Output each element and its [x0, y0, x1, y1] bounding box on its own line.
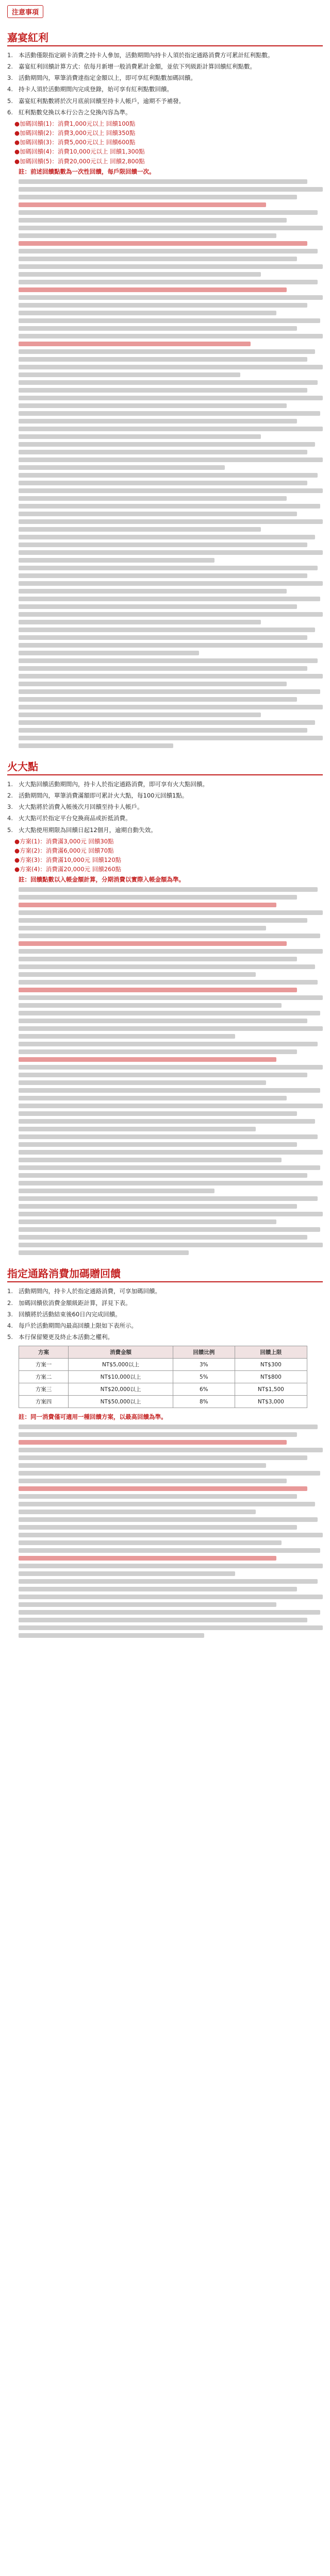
section-title-s1: 嘉宴紅利 — [7, 31, 48, 44]
table-cell: 方案一 — [19, 1359, 69, 1371]
table-cell: NT$20,000以上 — [69, 1383, 173, 1396]
term-item: 活動期間內，持卡人於指定通路消費，可享加碼回饋。 — [19, 1287, 161, 1295]
tier-item: ●方案(4)：消費滿20,000元 回饋260點 — [14, 866, 122, 873]
term-item: 嘉宴紅利回饋計算方式：依每月新增一般消費累計金額，並依下列級距計算回饋紅利點數。 — [19, 63, 256, 71]
table-header: 方案 — [19, 1346, 69, 1359]
table-cell: NT$10,000以上 — [69, 1371, 173, 1383]
highlight-note: 註：同一消費僅可適用一種回饋方案，以最高回饋為準。 — [19, 1413, 167, 1421]
tier-item: ●加碼回饋(4)：消費10,000元以上 回饋1,300點 — [14, 148, 145, 156]
term-item: 火大點將於消費入帳後次月回饋至持卡人帳戶。 — [19, 803, 143, 811]
table-cell: NT$1,500 — [235, 1383, 307, 1396]
table-cell: NT$5,000以上 — [69, 1359, 173, 1371]
terms-list-s2 — [7, 779, 323, 835]
table-header: 回饋上限 — [235, 1346, 307, 1359]
term-item: 火大點可於指定平台兌換商品或折抵消費。 — [19, 815, 131, 822]
table-cell: NT$50,000以上 — [69, 1396, 173, 1408]
section-divider — [7, 1281, 323, 1282]
fine-print-block — [7, 1425, 323, 1638]
fine-print-block — [7, 179, 323, 748]
table-row — [19, 1396, 307, 1408]
table-row — [19, 1383, 307, 1396]
table-cell: NT$300 — [235, 1359, 307, 1371]
term-item: 嘉宴紅利點數將於次月底前回饋至持卡人帳戶，逾期不予補發。 — [19, 97, 185, 105]
term-item: 持卡人須於活動期間內完成登錄，始可享有紅利點數回饋。 — [19, 86, 173, 93]
highlight-note: 註：前述回饋點數為一次性回饋，每戶限回饋一次。 — [19, 167, 155, 175]
table-cell: 方案二 — [19, 1371, 69, 1383]
table-cell: 6% — [173, 1383, 235, 1396]
section-divider — [7, 45, 323, 46]
fine-print-block — [7, 887, 323, 1255]
reward-table — [19, 1346, 307, 1408]
table-cell: 5% — [173, 1371, 235, 1383]
term-item: 回饋將於活動結束後60日內完成回饋。 — [19, 1310, 121, 1318]
table-row — [19, 1371, 307, 1383]
term-item: 本行保留變更及終止本活動之權利。 — [19, 1333, 113, 1341]
table-cell: 方案四 — [19, 1396, 69, 1408]
term-item: 本活動僅限指定刷卡消費之持卡人參加，活動期間內持卡人須於指定通路消費方可累計紅利點數。 — [19, 52, 274, 59]
section-divider — [7, 774, 323, 775]
table-header-row — [19, 1346, 307, 1359]
tier-item: ●加碼回饋(1)：消費1,000元以上 回饋100點 — [14, 120, 136, 127]
table-header: 消費金額 — [69, 1346, 173, 1359]
terms-list-s1 — [7, 50, 323, 117]
term-item: 活動期間內，單筆消費達指定金額以上，即可享紅利點數加碼回饋。 — [19, 74, 196, 82]
table-cell: 方案三 — [19, 1383, 69, 1396]
highlight-note: 註：回饋點數以入帳金額計算，分期消費以實際入帳金額為準。 — [19, 876, 185, 884]
term-item: 每戶於活動期間內最高回饋上限如下表所示。 — [19, 1321, 137, 1329]
table-cell: 3% — [173, 1359, 235, 1371]
term-item: 火大點回饋活動期間內，持卡人於指定通路消費，即可享有火大點回饋。 — [19, 780, 208, 788]
term-item: 活動期間內，單筆消費滿額即可累計火大點，每100元回饋1點。 — [19, 792, 188, 800]
tier-item: ●加碼回饋(5)：消費20,000元以上 回饋2,800點 — [14, 157, 145, 165]
tier-item: ●加碼回饋(3)：消費5,000元以上 回饋600點 — [14, 139, 136, 146]
table-row — [19, 1359, 307, 1371]
tier-list-s1 — [7, 119, 323, 166]
tier-item: ●方案(2)：消費滿6,000元 回饋70點 — [14, 846, 114, 854]
term-item: 火大點使用期限為回饋日起12個月，逾期自動失效。 — [19, 826, 157, 834]
term-item: 加碼回饋依消費金額級距計算，詳見下表。 — [19, 1299, 131, 1307]
tier-list-s2 — [7, 837, 323, 874]
table-cell: 8% — [173, 1396, 235, 1408]
table-cell: NT$800 — [235, 1371, 307, 1383]
terms-list-s3 — [7, 1286, 323, 1342]
table-header: 回饋比例 — [173, 1346, 235, 1359]
notice-tag: 注意事項 — [7, 5, 43, 18]
term-item: 紅利點數兌換以本行公告之兌換內容為準。 — [19, 108, 131, 116]
section-title-s3: 指定通路消費加碼贈回饋 — [7, 1267, 121, 1280]
tier-item: ●方案(3)：消費滿10,000元 回饋120點 — [14, 856, 122, 863]
section-title-s2: 火大點 — [7, 760, 38, 773]
tier-item: ●加碼回饋(2)：消費3,000元以上 回饋350點 — [14, 129, 136, 137]
table-cell: NT$3,000 — [235, 1396, 307, 1408]
tier-item: ●方案(1)：消費滿3,000元 回饋30點 — [14, 837, 114, 845]
